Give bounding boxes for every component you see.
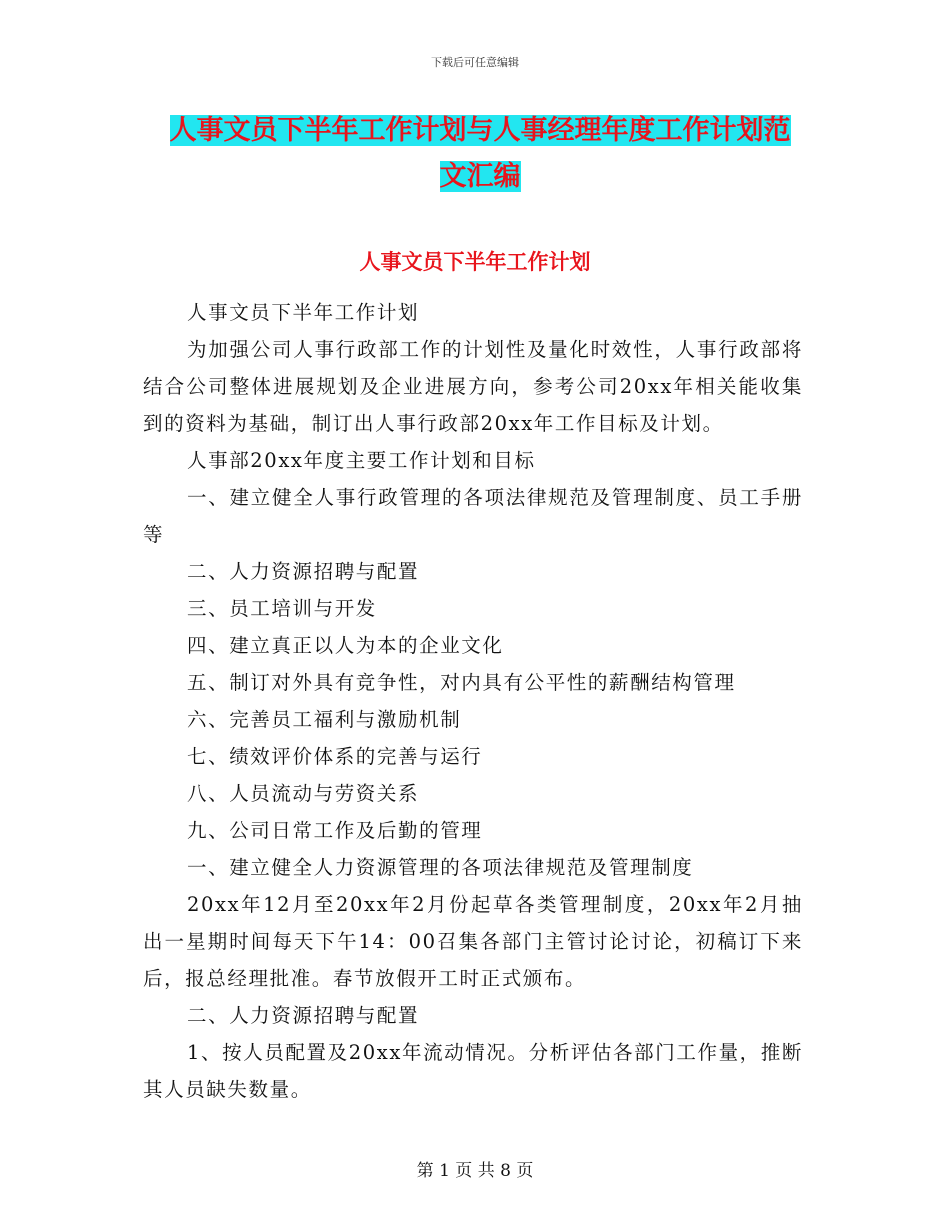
paragraph: 八、人员流动与劳资关系 bbox=[187, 782, 420, 805]
paragraph: 二、人力资源招聘与配置 bbox=[187, 1004, 420, 1027]
paragraph: 七、绩效评价体系的完善与运行 bbox=[187, 745, 483, 768]
section-title: 人事文员下半年工作计划 bbox=[359, 250, 591, 274]
page-footer: 第 1 页 共 8 页 bbox=[416, 1161, 534, 1181]
paragraph: 四、建立真正以人为本的企业文化 bbox=[187, 634, 504, 657]
document-title-line2: 文汇编 bbox=[439, 161, 521, 192]
paragraph: 人事部20xx年度主要工作计划和目标 bbox=[187, 449, 536, 472]
paragraph: 三、员工培训与开发 bbox=[187, 597, 377, 620]
paragraph: 九、公司日常工作及后勤的管理 bbox=[187, 819, 483, 842]
paragraph: 1、按人员配置及20xx年流动情况。分析评估各部门工作量，推断其人员缺失数量。 bbox=[143, 1041, 803, 1101]
header-note: 下载后可任意编辑 bbox=[431, 56, 519, 69]
document-title bbox=[140, 108, 820, 200]
document-title-line1: 人事文员下半年工作计划与人事经理年度工作计划范 bbox=[169, 115, 791, 146]
paragraph: 一、建立健全人力资源管理的各项法律规范及管理制度 bbox=[187, 856, 694, 879]
paragraph: 五、制订对外具有竞争性，对内具有公平性的薪酬结构管理 bbox=[187, 671, 736, 694]
paragraph: 二、人力资源招聘与配置 bbox=[187, 560, 420, 583]
paragraph: 六、完善员工福利与激励机制 bbox=[187, 708, 462, 731]
paragraph: 一、建立健全人事行政管理的各项法律规范及管理制度、员工手册等 bbox=[143, 486, 803, 546]
paragraph: 人事文员下半年工作计划 bbox=[187, 301, 420, 324]
document-body bbox=[143, 294, 803, 1108]
paragraph: 为加强公司人事行政部工作的计划性及量化时效性，人事行政部将结合公司整体进展规划及企业进展方向，参考公司20xx年相关能收集到的资料为基础，制订出人事行政部20xx年工作目标及计划。 bbox=[143, 338, 803, 435]
paragraph: 20xx年12月至20xx年2月份起草各类管理制度，20xx年2月抽出一星期时间每天下午14：00召集各部门主管讨论讨论，初稿订下来后，报总经理批准。春节放假开工时正式颁布。 bbox=[143, 893, 803, 990]
